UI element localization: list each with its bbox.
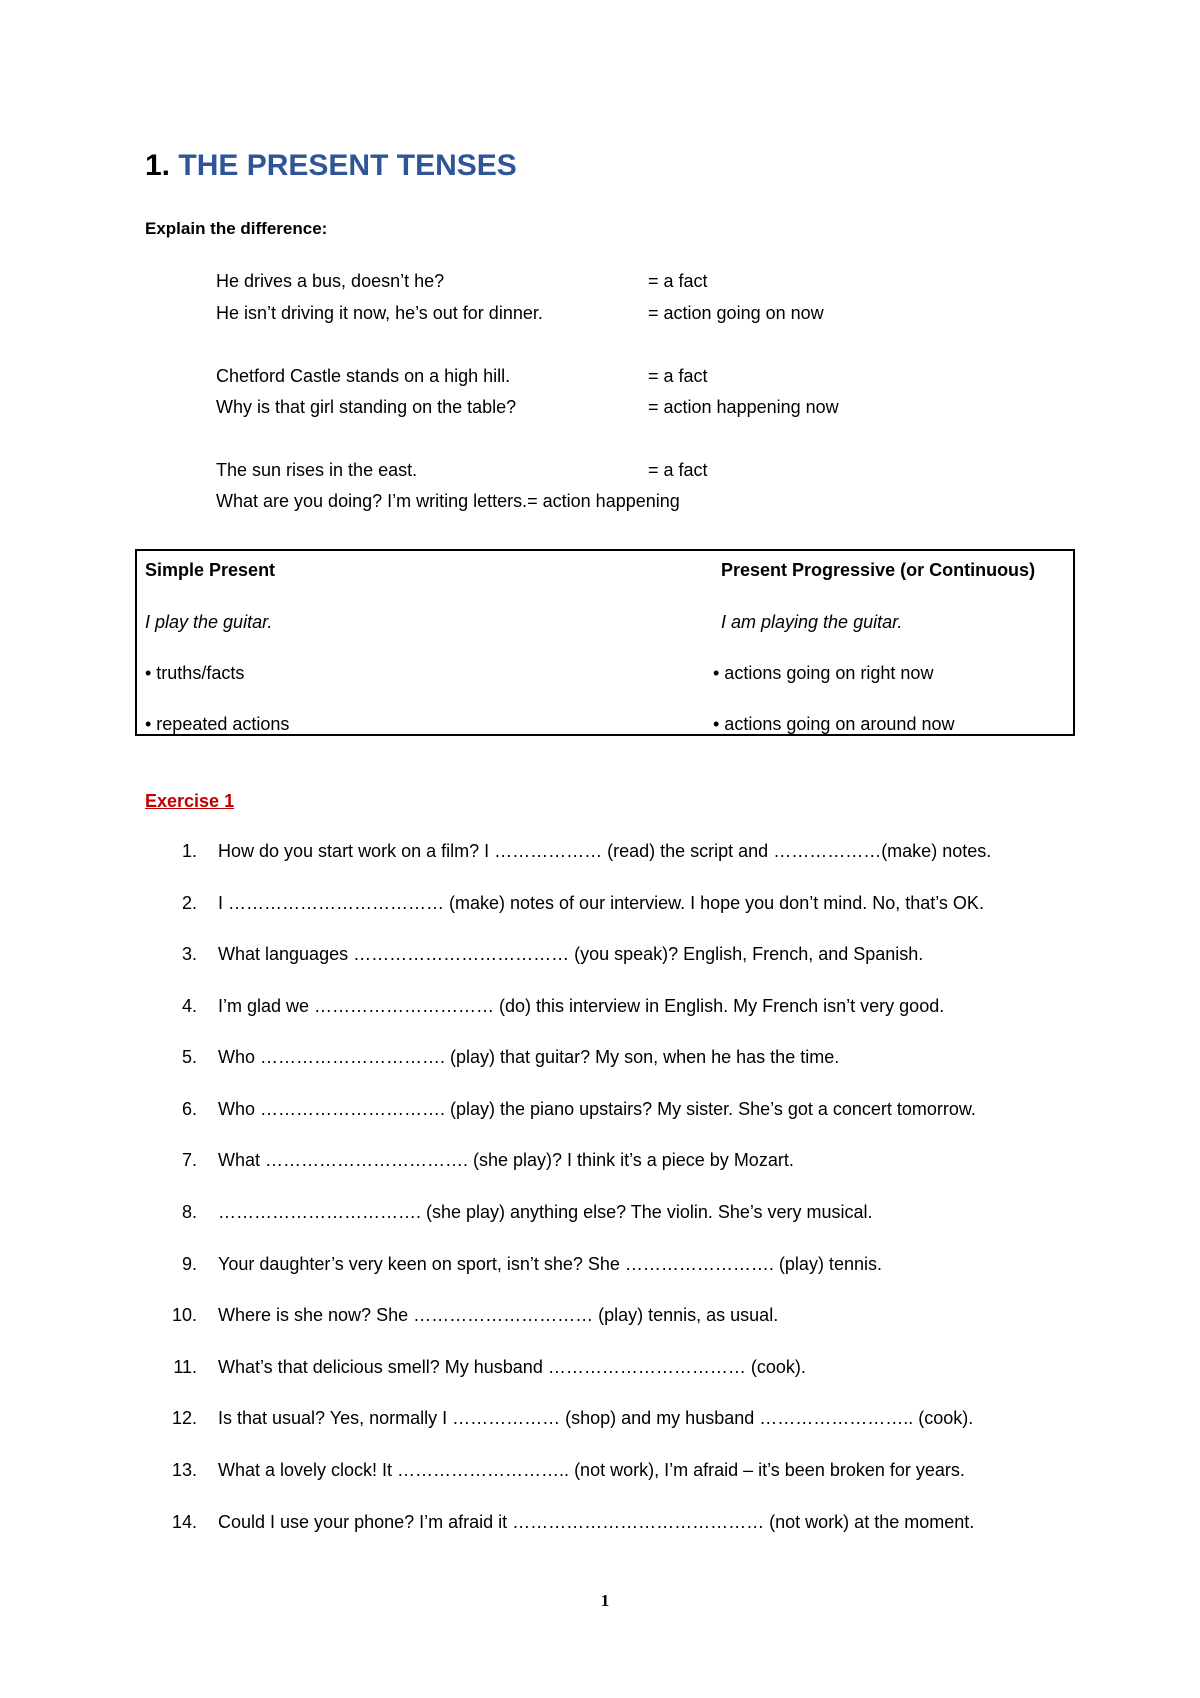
example-meaning: = a fact xyxy=(648,271,708,291)
item-number: 6. xyxy=(181,1099,197,1119)
item-text: Who …………………………. (play) that guitar? My son, when he has the time. xyxy=(218,1047,840,1067)
item-text: How do you start work on a film? I ……………… (read) the script and ………………(make) notes. xyxy=(218,841,992,861)
item-text: What languages ……………………………… (you speak)? English, French, and Spanish. xyxy=(218,944,924,964)
item-text: ……………………………. (she play) anything else? The violin. She’s very musical. xyxy=(218,1202,873,1222)
list-item xyxy=(0,1459,1200,1483)
example-meaning: = action happening now xyxy=(648,397,839,417)
item-text: What’s that delicious smell? My husband …………………………… (cook). xyxy=(218,1357,806,1377)
table-example-present-progressive: I am playing the guitar. xyxy=(721,612,903,632)
example-sentence: Chetford Castle stands on a high hill. xyxy=(216,366,511,386)
item-text: I’m glad we ………………………… (do) this interview in English. My French isn’t very good. xyxy=(218,996,945,1016)
example-sentence: Why is that girl standing on the table? xyxy=(216,397,517,417)
table-use-item: • truths/facts xyxy=(145,663,245,683)
table-use-item: • repeated actions xyxy=(145,714,290,734)
item-number: 9. xyxy=(181,1254,197,1274)
table-example-simple-present: I play the guitar. xyxy=(145,612,273,632)
item-text: Where is she now? She ………………………… (play) tennis, as usual. xyxy=(218,1305,779,1325)
table-use-item: • actions going on right now xyxy=(713,663,934,683)
table-header-present-progressive: Present Progressive (or Continuous) xyxy=(721,560,1036,580)
list-item xyxy=(0,1201,1200,1225)
example-meaning: = a fact xyxy=(648,366,708,386)
list-item xyxy=(0,1511,1200,1535)
item-number: 13. xyxy=(171,1460,197,1480)
item-text: What ……………………………. (she play)? I think it’s a piece by Mozart. xyxy=(218,1150,794,1170)
item-number: 2. xyxy=(181,893,197,913)
item-text: Who …………………………. (play) the piano upstairs? My sister. She’s got a concert tomorrow. xyxy=(218,1099,976,1119)
item-number: 11. xyxy=(173,1357,197,1377)
item-text: Could I use your phone? I’m afraid it …………………………………… (not work) at the moment. xyxy=(218,1512,975,1532)
tense-comparison-table xyxy=(135,549,1075,736)
item-number: 5. xyxy=(181,1047,197,1067)
example-sentence: He isn’t driving it now, he’s out for dinner. xyxy=(216,303,543,323)
item-number: 4. xyxy=(181,996,197,1016)
item-number: 10. xyxy=(171,1305,197,1325)
item-number: 14. xyxy=(171,1512,197,1532)
example-sentence: What are you doing? I’m writing letters.= action happening xyxy=(216,491,680,511)
item-number: 7. xyxy=(181,1150,197,1170)
exercise-heading: Exercise 1 xyxy=(145,791,235,811)
example-meaning: = action going on now xyxy=(648,303,824,323)
list-item xyxy=(0,1098,1200,1122)
instruction-text: Explain the difference: xyxy=(145,219,328,238)
table-use-item: • actions going on around now xyxy=(713,714,955,734)
list-item xyxy=(0,840,1200,864)
example-meaning: = a fact xyxy=(648,460,708,480)
section-title: THE PRESENT TENSES xyxy=(178,149,517,182)
list-item xyxy=(0,995,1200,1019)
section-number: 1. xyxy=(145,149,171,182)
list-item xyxy=(0,1149,1200,1173)
item-number: 1. xyxy=(181,841,197,861)
item-text: What a lovely clock! It ……………………….. (not work), I’m afraid – it’s been broken for years. xyxy=(218,1460,965,1480)
list-item xyxy=(0,1356,1200,1380)
example-sentence: He drives a bus, doesn’t he? xyxy=(216,271,445,291)
item-text: Is that usual? Yes, normally I ……………… (shop) and my husband …………………….. (cook). xyxy=(218,1408,974,1428)
list-item xyxy=(0,1407,1200,1431)
list-item xyxy=(0,1046,1200,1070)
item-number: 3. xyxy=(181,944,197,964)
item-number: 8. xyxy=(181,1202,197,1222)
list-item xyxy=(0,943,1200,967)
page-number: 1 xyxy=(600,1591,610,1610)
item-number: 12. xyxy=(171,1408,197,1428)
example-sentence: The sun rises in the east. xyxy=(216,460,418,480)
page-title xyxy=(145,148,517,184)
item-text: I ……………………………… (make) notes of our interview. I hope you don’t mind. No, that’s OK. xyxy=(218,893,984,913)
list-item xyxy=(0,1253,1200,1277)
list-item xyxy=(0,1304,1200,1328)
table-header-simple-present: Simple Present xyxy=(145,560,276,580)
list-item xyxy=(0,892,1200,916)
item-text: Your daughter’s very keen on sport, isn’t she? She ……………………. (play) tennis. xyxy=(218,1254,882,1274)
